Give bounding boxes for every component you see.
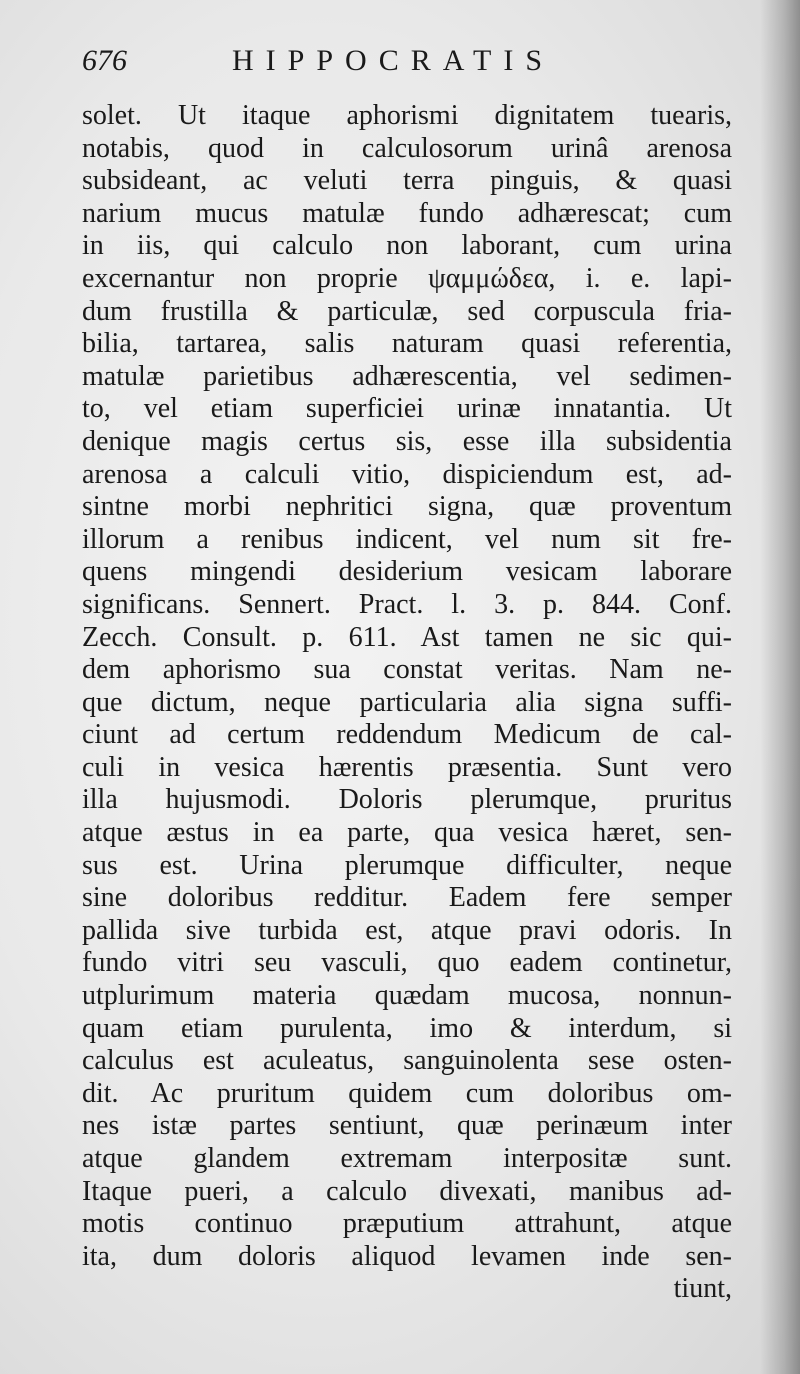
text-line: illa hujusmodi. Doloris plerumque, pruritus [82,784,732,816]
text-line: quam etiam purulenta, imo & interdum, si [82,1012,732,1044]
gutter-shadow [760,0,800,1374]
text-line: utplurimum materia quædam mucosa, nonnun- [82,980,732,1012]
text-line: solet. Ut itaque aphorismi dignitatem tuearis, [82,100,732,131]
text-line: subsideant, ac veluti terra pinguis, & quasi [82,165,732,197]
text-line: dit. Ac pruritum quidem cum doloribus om- [82,1077,732,1109]
text-line: pallida sive turbida est, atque pravi odoris. In [82,914,732,946]
text-line: ita, dum doloris aliquod levamen inde sen- [82,1240,732,1272]
text-line: to, vel etiam superficiei urinæ innatantia. Ut [82,393,732,425]
text-line: atque glandem extremam interpositæ sunt. [82,1143,732,1174]
text-line: culi in vesica hærentis præsentia. Sunt vero [82,751,732,783]
text-line: arenosa a calculi vitio, dispiciendum est, ad- [82,458,732,490]
page-header [82,44,722,94]
text-line: in iis, qui calculo non laborant, cum urina [82,230,732,262]
text-line: quens mingendi desiderium vesicam laborare [82,556,732,588]
text-line: matulæ parietibus adhærescentia, vel sedimen- [82,360,732,392]
text-line: Itaque pueri, a calculo divexati, manibus ad- [82,1175,732,1207]
text-line: ciunt ad certum reddendum Medicum de cal- [82,719,732,751]
text-line: dum frustilla & particulæ, sed corpuscula fria- [82,295,732,327]
catchword: tiunt, [673,1273,732,1305]
text-line: illorum a renibus indicent, vel num sit fre- [82,523,732,555]
body-text [82,100,732,1306]
text-line: motis continuo præputium attrahunt, atque [82,1208,732,1240]
text-line: denique magis certus sis, esse illa subsidentia [82,425,732,457]
text-line: significans. Sennert. Pract. l. 3. p. 844. Conf. [82,588,732,620]
text-line: que dictum, neque particularia alia signa suffi- [82,686,732,718]
running-head: HIPPOCRATIS [232,44,555,77]
text-line: calculus est aculeatus, sanguinolenta sese osten- [82,1045,732,1077]
text-line: sine doloribus redditur. Eadem fere semper [82,882,732,914]
text-line: nes istæ partes sentiunt, quæ perinæum inter [82,1110,732,1142]
text-line: bilia, tartarea, salis naturam quasi referentia, [82,328,732,360]
text-line: Zecch. Consult. p. 611. Ast tamen ne sic qui- [82,621,732,653]
text-line: excernantur non proprie ψαμμώδεα, i. e. lapi- [82,262,732,294]
text-line: notabis, quod in calculosorum urinâ arenosa [82,132,732,164]
text-line: dem aphorismo sua constat veritas. Nam ne- [82,654,732,686]
text-line: sus est. Urina plerumque difficulter, neque [82,849,732,881]
page-number: 676 [82,44,127,77]
text-line: atque æstus in ea parte, qua vesica hæret, sen- [82,817,732,849]
text-line: fundo vitri seu vasculi, quo eadem continetur, [82,947,732,979]
text-line: narium mucus matulæ fundo adhærescat; cum [82,197,732,229]
text-line: sintne morbi nephritici signa, quæ proventum [82,491,732,523]
